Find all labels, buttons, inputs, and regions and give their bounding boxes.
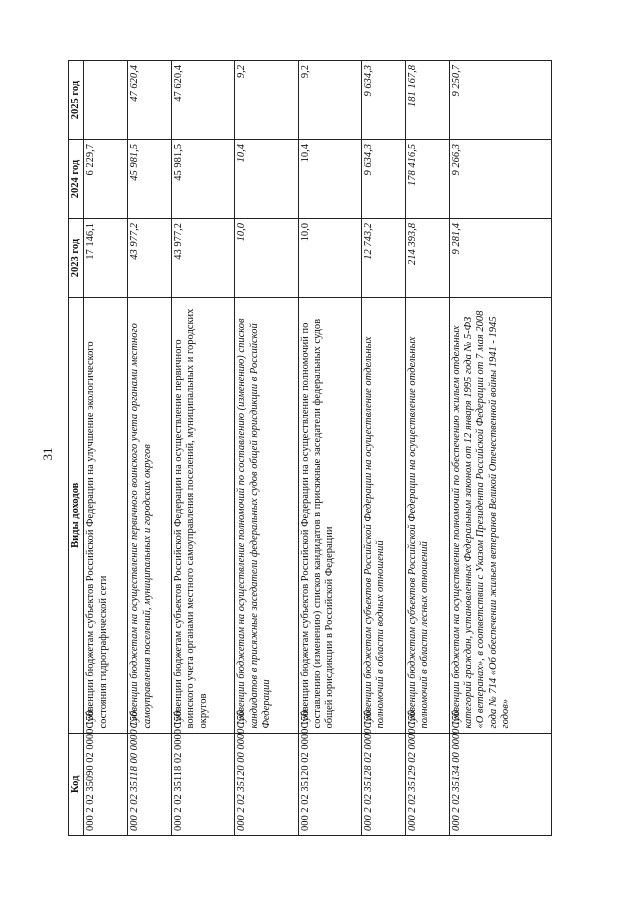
row-description: Субвенции бюджетам субъектов Российской Федерации на улучшение экологического состояния гидрографической сети [84, 298, 128, 734]
table-header-row [69, 61, 84, 836]
row-description: Субвенции бюджетам на осуществление полномочий по составлению (изменению) списков кандидатов в присяжные заседатели федеральных судов общей юрисдикции в Российской Федерации [235, 298, 298, 734]
table-row [405, 61, 449, 836]
row-value-2025: 181 167,8 [405, 61, 449, 140]
row-code: 000 2 02 35120 00 0000 150 [235, 733, 298, 835]
header-2025: 2025 год [69, 61, 84, 140]
row-value-2025: 9 634,3 [361, 61, 405, 140]
row-description: Субвенции бюджетам на осуществление первичного воинского учета органами местного самоуправления поселений, муниципальных и городских округов [128, 298, 172, 734]
row-code: 000 2 02 35120 02 0000 150 [298, 733, 361, 835]
table-row [361, 61, 405, 836]
row-value-2024: 10,4 [298, 140, 361, 219]
row-value-2023: 10,0 [298, 219, 361, 298]
row-value-2023: 17 146,1 [84, 219, 128, 298]
row-code: 000 2 02 35118 02 0000 150 [171, 733, 234, 835]
row-value-2023: 43 977,2 [128, 219, 172, 298]
row-value-2025: 9,2 [298, 61, 361, 140]
row-value-2024: 45 981,5 [128, 140, 172, 219]
row-value-2024: 9 634,3 [361, 140, 405, 219]
page-number: 31 [40, 447, 55, 461]
row-value-2023: 9 281,4 [449, 219, 551, 298]
table-row [128, 61, 172, 836]
header-2023: 2023 год [69, 219, 84, 298]
revenue-table [68, 60, 552, 836]
row-code: 000 2 02 35090 02 0000 150 [84, 733, 128, 835]
row-value-2023: 12 743,2 [361, 219, 405, 298]
row-code: 000 2 02 35134 00 0000 150 [449, 733, 551, 835]
row-code: 000 2 02 35128 02 0000 150 [361, 733, 405, 835]
row-description: Субвенции бюджетам субъектов Российской Федерации на осуществление отдельных полномочий в области лесных отношений [405, 298, 449, 734]
row-value-2023: 10,0 [235, 219, 298, 298]
header-2024: 2024 год [69, 140, 84, 219]
table-row [84, 61, 128, 836]
row-value-2024: 45 981,5 [171, 140, 234, 219]
row-value-2024: 6 229,7 [84, 140, 128, 219]
row-value-2025 [84, 61, 128, 140]
header-code: Код [69, 733, 84, 835]
row-code: 000 2 02 35129 02 0000 150 [405, 733, 449, 835]
row-value-2024: 10,4 [235, 140, 298, 219]
table-row [298, 61, 361, 836]
header-description: Виды доходов [69, 298, 84, 734]
row-value-2023: 214 393,8 [405, 219, 449, 298]
row-value-2025: 9 250,7 [449, 61, 551, 140]
table-row [235, 61, 298, 836]
row-description: Субвенции бюджетам субъектов Российской Федерации на осуществление первичного воинского учета органами местного самоуправления поселений, муниципальных и городских округов [171, 298, 234, 734]
row-value-2023: 43 977,2 [171, 219, 234, 298]
row-value-2025: 47 620,4 [128, 61, 172, 140]
row-value-2024: 9 266,3 [449, 140, 551, 219]
row-description: Субвенции бюджетам субъектов Российской Федерации на осуществление полномочий по составлению (изменению) списков кандидатов в присяжные заседатели федеральных судов общей юрисдикции в Российской Федерации [298, 298, 361, 734]
row-value-2025: 47 620,4 [171, 61, 234, 140]
rotated-table-container [68, 60, 552, 836]
table-row [171, 61, 234, 836]
table-row [449, 61, 551, 836]
row-value-2025: 9,2 [235, 61, 298, 140]
row-value-2024: 178 416,5 [405, 140, 449, 219]
row-description: Субвенции бюджетам на осуществление полномочий по обеспечению жильем отдельных категорий граждан, установленных Федеральным законом от 12 января 1995 года № 5-ФЗ «О ветеранах», в соответствии с Указом Президента Российской Федерации от 7 мая 2008 года № 714 «Об обеспечении жильем ветеранов Великой Отечественной войны 1941 - 1945 годов» [449, 298, 551, 734]
row-code: 000 2 02 35118 00 0000 150 [128, 733, 172, 835]
row-description: Субвенции бюджетам субъектов Российской Федерации на осуществление отдельных полномочий в области водных отношений [361, 298, 405, 734]
